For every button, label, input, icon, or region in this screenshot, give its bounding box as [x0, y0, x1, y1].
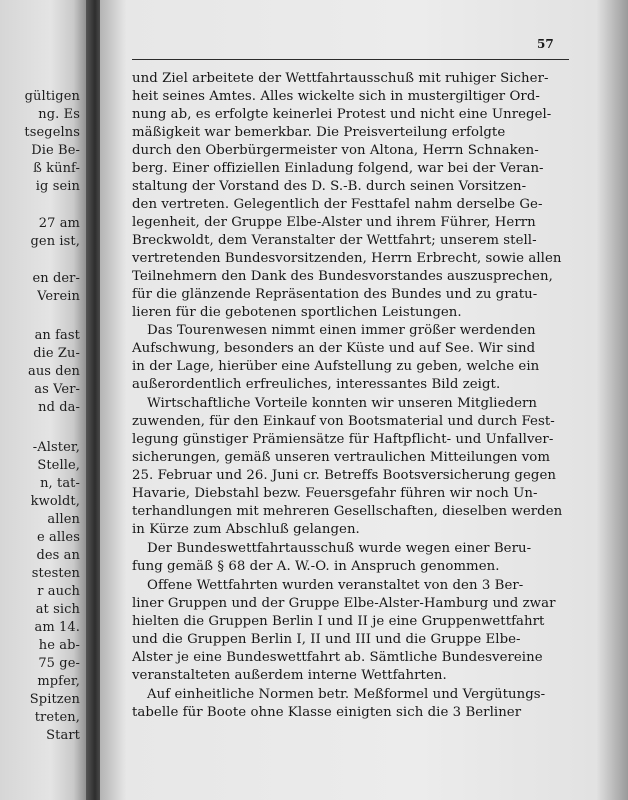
body-text-line: Breckwoldt, dem Veranstalter der Wettfahrt; unserem stell-: [132, 233, 537, 248]
left-page-line: e alles: [37, 530, 80, 545]
left-page-line: an fast: [34, 328, 80, 343]
body-text-line: und die Gruppen Berlin I, II und III und die Gruppe Elbe-: [132, 632, 521, 647]
left-page-line: des an: [36, 548, 80, 563]
left-page-line: am 14.: [34, 620, 80, 635]
left-page-line: Die Be-: [31, 143, 80, 158]
left-page-line: 75 ge-: [38, 656, 80, 671]
body-text-line: 25. Februar und 26. Juni cr. Betreffs Bootsversicherung gegen: [132, 468, 556, 483]
left-page-line: Stelle,: [37, 458, 80, 473]
body-text-line: durch den Oberbürgermeister von Altona, Herrn Schnaken-: [132, 143, 539, 158]
body-text-line: terhandlungen mit mehreren Gesellschaften, dieselben werden: [132, 504, 563, 519]
page-number: 57: [537, 37, 554, 51]
left-page-line: 27 am: [38, 216, 80, 231]
body-text-line: fung gemäß § 68 der A. W.-O. in Anspruch genommen.: [132, 559, 500, 574]
body-text-line: für die glänzende Repräsentation des Bundes und zu gratu-: [132, 287, 538, 302]
left-page-line: aus den: [27, 364, 80, 379]
left-page-line: -Alster,: [32, 440, 80, 455]
body-text-line: vertretenden Bundesvorsitzenden, Herrn Erbrecht, sowie allen: [132, 251, 562, 266]
body-text-line: staltung der Vorstand des D. S.-B. durch seinen Vorsitzen-: [132, 179, 527, 194]
body-text-line: legung günstiger Prämiensätze für Haftpflicht- und Unfallver-: [132, 432, 554, 447]
left-page-line: nd da-: [38, 400, 80, 415]
body-text-line: heit seines Amtes. Alles wickelte sich in mustergiltiger Ord-: [132, 89, 540, 104]
left-page-line: gen ist,: [30, 234, 80, 249]
body-text-line: liner Gruppen und der Gruppe Elbe-Alster-Hamburg und zwar: [132, 596, 556, 611]
body-text-line: tabelle für Boote ohne Klasse einigten sich die 3 Berliner: [132, 705, 522, 720]
body-text-line: Havarie, Diebstahl bezw. Feuersgefahr führen wir noch Un-: [132, 486, 538, 501]
left-page-line: kwoldt,: [30, 494, 80, 509]
body-text-line: mäßigkeit war bemerkbar. Die Preisverteilung erfolgte: [132, 125, 506, 140]
body-text-line: den vertreten. Gelegentlich der Festtafel nahm derselbe Ge-: [132, 197, 543, 212]
body-text-line: in der Lage, hierüber eine Aufstellung zu geben, welche ein: [132, 359, 540, 374]
left-page-line: Start: [46, 728, 80, 743]
body-text-line: lieren für die gebotenen sportlichen Leistungen.: [132, 305, 462, 320]
left-page: [0, 0, 92, 800]
body-text-line: zuwenden, für den Einkauf von Bootsmaterial und durch Fest-: [132, 414, 555, 429]
header-rule: [132, 59, 569, 60]
body-text-line: Offene Wettfahrten wurden veranstaltet von den 3 Ber-: [147, 578, 524, 593]
body-text-line: veranstalteten außerdem interne Wettfahrten.: [132, 668, 447, 683]
left-page-line: stesten: [31, 566, 80, 581]
body-text-line: nung ab, es erfolgte keinerlei Protest und nicht eine Unregel-: [132, 107, 552, 122]
body-text-line: Das Tourenwesen nimmt einen immer größer werdenden: [147, 323, 536, 338]
left-page-line: treten,: [34, 710, 80, 725]
body-text-line: in Kürze zum Abschluß gelangen.: [132, 522, 360, 537]
left-page-line: n, tat-: [40, 476, 80, 491]
left-page-line: Verein: [37, 289, 80, 304]
body-text-line: sicherungen, gemäß unseren vertraulichen Mitteilungen vom: [132, 450, 551, 465]
body-text-line: legenheit, der Gruppe Elbe-Alster und ihrem Führer, Herrn: [132, 215, 536, 230]
left-page-line: ß künf-: [33, 161, 80, 176]
body-text-line: und Ziel arbeitete der Wettfahrtausschuß mit ruhiger Sicher-: [132, 71, 549, 86]
body-text-line: Alster je eine Bundeswettfahrt ab. Sämtliche Bundesvereine: [132, 650, 543, 665]
right-page: [100, 0, 628, 800]
left-page-line: r auch: [37, 584, 80, 599]
left-page-line: en der-: [32, 271, 80, 286]
left-page-line: die Zu-: [33, 346, 80, 361]
left-page-line: gültigen: [24, 89, 80, 104]
left-page-line: mpfer,: [37, 674, 80, 689]
left-page-line: as Ver-: [34, 382, 80, 397]
body-text-line: Wirtschaftliche Vorteile konnten wir unseren Mitgliedern: [147, 396, 538, 411]
body-text-line: Auf einheitliche Normen betr. Meßformel und Vergütungs-: [147, 687, 546, 702]
body-text-line: Aufschwung, besonders an der Küste und auf See. Wir sind: [132, 341, 536, 356]
left-page-line: allen: [47, 512, 80, 527]
left-page-line: ng. Es: [38, 107, 80, 122]
body-text-line: berg. Einer offiziellen Einladung folgend, war bei der Veran-: [132, 161, 544, 176]
body-text-line: Der Bundeswettfahrtausschuß wurde wegen einer Beru-: [147, 541, 532, 556]
left-page-line: he ab-: [38, 638, 80, 653]
left-page-line: at sich: [35, 602, 80, 617]
body-text-line: hielten die Gruppen Berlin I und II je eine Gruppenwettfahrt: [132, 614, 545, 629]
left-page-line: tsegelns: [24, 125, 80, 140]
left-page-line: Spitzen: [29, 692, 80, 707]
left-page-line: ig sein: [35, 179, 80, 194]
body-text-line: Teilnehmern den Dank des Bundesvorstandes auszusprechen,: [132, 269, 553, 284]
body-text-line: außerordentlich erfreuliches, interessantes Bild zeigt.: [132, 377, 501, 392]
